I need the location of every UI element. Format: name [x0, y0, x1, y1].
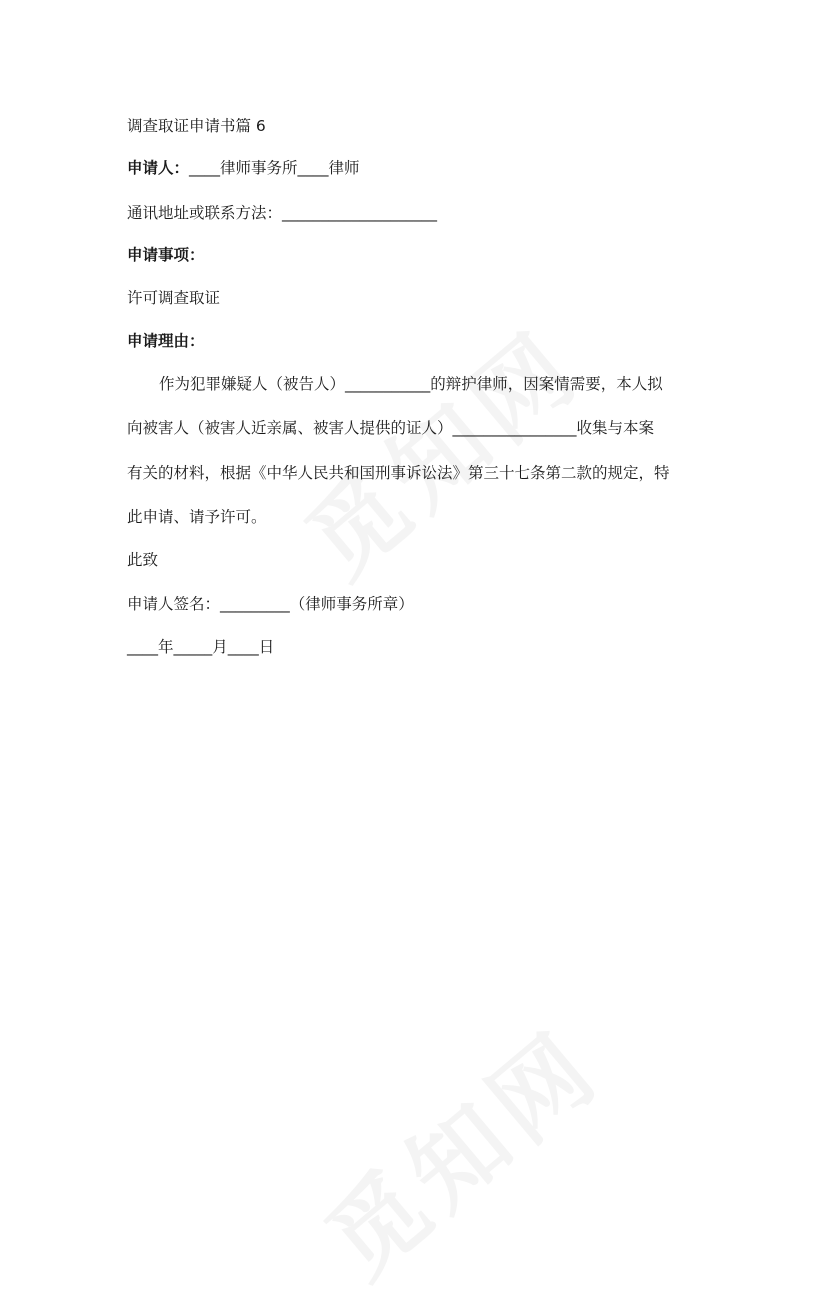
- closing-text: 此致: [127, 551, 159, 569]
- applicant-line: [127, 158, 360, 178]
- address-label: 通讯地址或联系方法：: [127, 204, 283, 222]
- address-value: ____________________: [282, 204, 438, 222]
- signature-line: 申请人签名：_________（律师事务所章）: [127, 595, 414, 613]
- watermark: [293, 994, 625, 1303]
- reason-heading: 申请理由：: [127, 332, 205, 350]
- applicant-label: 申请人：: [127, 159, 190, 177]
- matters-text: 许可调查取证: [127, 289, 221, 307]
- date-line: ____年_____月____日: [127, 638, 275, 656]
- address-line: [127, 203, 437, 223]
- matters-heading: 申请事项：: [127, 246, 205, 264]
- reason-line: 作为犯罪嫌疑人（被告人）___________的辩护律师，因案情需要，本人拟: [159, 375, 663, 393]
- watermark: [273, 294, 605, 603]
- reason-line: 有关的材料，根据《中华人民共和国刑事诉讼法》第三十七条第二款的规定，特: [127, 464, 670, 482]
- document-title: 调查取证申请书篇 6: [127, 117, 266, 135]
- applicant-value: ____律师事务所____律师: [189, 159, 360, 177]
- reason-line: 此申请、请予许可。: [127, 508, 267, 526]
- reason-line: 向被害人（被害人近亲属、被害人提供的证人）________________收集与本案: [127, 419, 655, 437]
